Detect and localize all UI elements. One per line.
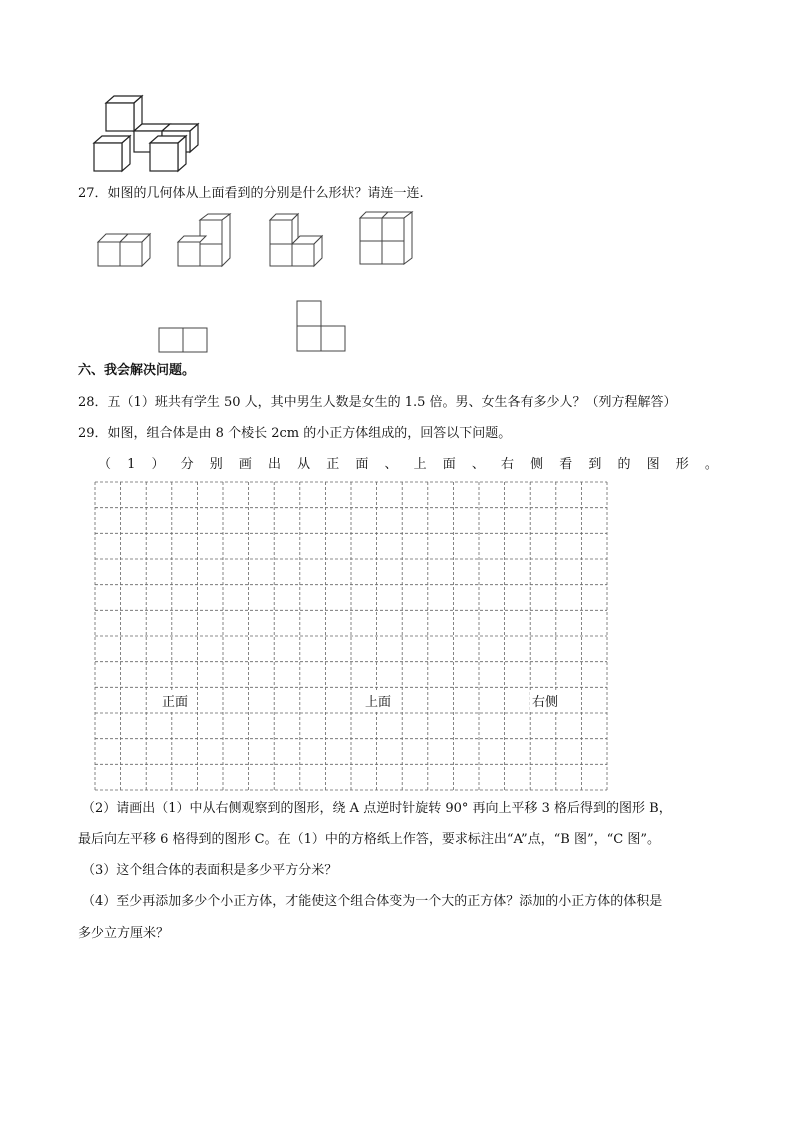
question-29-part4-line2: 多少立方厘米？ xyxy=(78,926,170,941)
question-29-part2-line1: （2）请画出（1）中从右侧观察到的图形，绕 A 点逆时针旋转 90° 再向上平移 3 格后得到的图形 B， xyxy=(82,801,672,816)
top-view-shape-1 xyxy=(158,327,210,353)
solid-figure-2 xyxy=(176,212,232,272)
question-29-part2-line2: 最后向左平移 6 格得到的图形 C。在（1）中的方格纸上作答，要求标注出“A”点，“B 图”，“C 图”。 xyxy=(78,832,661,847)
top-view-shape-2 xyxy=(296,300,348,352)
question-29-intro: 29．如图，组合体是由 8 个棱长 2cm 的小正方体组成的，回答以下问题。 xyxy=(78,426,512,441)
question-29-part4-line1: （4）至少再添加多少个小正方体，才能使这个组合体变为一个大的正方体？添加的小正方体的体积是 xyxy=(82,894,663,909)
solid-figure-4 xyxy=(358,210,414,270)
question-29-part1: （ 1 ） 分 别 画 出 从 正 面 、 上 面 、 右 侧 看 到 的 图 形 。 xyxy=(98,457,718,472)
grid-label-front: 正面 xyxy=(160,691,190,710)
section-6-heading: 六、我会解决问题。 xyxy=(78,363,196,378)
question-28: 28．五（1）班共有学生 50 人，其中男生人数是女生的 1.5 倍。男、女生各有多少人？（列方程解答） xyxy=(78,395,677,410)
question-29-part3: （3）这个组合体的表面积是多少平方分米？ xyxy=(82,863,338,878)
solid-figure-3 xyxy=(268,212,328,272)
top-cube-figure xyxy=(90,95,200,175)
grid-label-right: 右侧 xyxy=(530,691,560,710)
solid-figure-1 xyxy=(96,228,152,272)
answer-grid[interactable] xyxy=(95,482,607,790)
question-27: 27．如图的几何体从上面看到的分别是什么形状？请连一连. xyxy=(78,186,424,201)
grid-label-top: 上面 xyxy=(363,691,393,710)
